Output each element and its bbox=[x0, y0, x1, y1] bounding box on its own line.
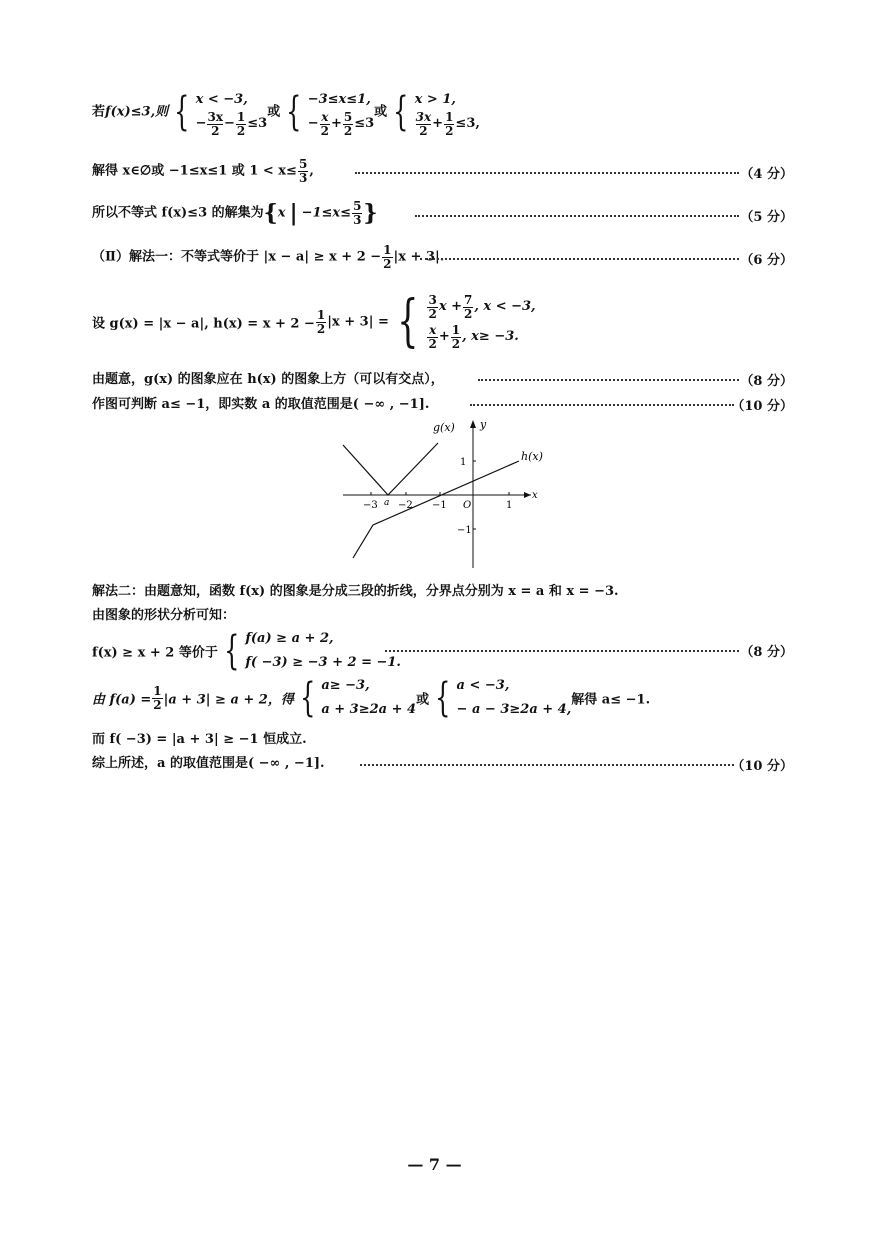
conclusion-line: 作图可判断 a≤ −1，即实数 a 的取值范围是( −∞ , −1]. bbox=[92, 397, 430, 412]
origin-label: O bbox=[463, 500, 472, 511]
y-axis-arrow bbox=[470, 420, 476, 428]
h-label: h(x) bbox=[521, 450, 543, 463]
tick-p1: 1 bbox=[506, 500, 513, 511]
function-graph bbox=[341, 418, 551, 570]
solution-line: 解得 x∈∅或 −1≤x≤1 或 1 < x≤ $\frac{5}{3}$ , bbox=[92, 157, 314, 185]
case-analysis-line: 若f(x)≤3,则 { x < −3, − $\frac{3x}{2}$ − $\frac{1}{2}$ ≤3 或 { −3≤x≤1, − $\frac{x}{2}$ + $\frac{5}{2}$ ≤3 或 { x > 1, $\frac{3x}{2}$ + $\frac{1}{2}$ ≤3, bbox=[92, 89, 480, 138]
dot-leader bbox=[415, 215, 739, 217]
shape-analysis-line: 由图象的形状分析可知： bbox=[92, 608, 236, 623]
text-condition: f(x)≤3,则 bbox=[105, 104, 169, 120]
define-functions-line: 设 g(x) = |x − a|, h(x) = x + 2 − $\frac{1}{2}$ |x + 3| = { $\frac{3}{2}$ x + $\frac{7}{2}$ , x < −3, $\frac{x}{2}$ + $\frac{1}{2}$ , x≥ −3. bbox=[92, 289, 536, 354]
dot-leader bbox=[478, 379, 739, 381]
score-10b: （10 分） bbox=[731, 759, 793, 774]
always-holds-line: 而 f( −3) = |a + 3| ≥ −1 恒成立. bbox=[92, 732, 307, 747]
tick-m3: −3 bbox=[363, 500, 378, 511]
case-2: −3≤x≤1, − $\frac{x}{2}$ + $\frac{5}{2}$ ≤3 bbox=[307, 91, 375, 138]
score-6: （6 分） bbox=[740, 253, 793, 268]
condition-line: 由题意，g(x) 的图象应在 h(x) 的图象上方（可以有交点）， bbox=[92, 372, 444, 387]
final-conclusion-line: 综上所述，a 的取值范围是( −∞ , −1]. bbox=[92, 756, 325, 771]
tick-a: a bbox=[384, 498, 390, 508]
dot-leader bbox=[385, 650, 739, 652]
g-curve bbox=[343, 443, 438, 495]
method-two-line: 解法二：由题意知，函数 f(x) 的图象是分成三段的折线，分界点分别为 x = a 和 x = −3. bbox=[92, 584, 619, 599]
score-8b: （8 分） bbox=[740, 645, 793, 660]
x-axis-arrow bbox=[524, 492, 531, 498]
page-number: — 7 — bbox=[407, 1155, 462, 1174]
dot-leader bbox=[420, 258, 739, 260]
method-one-line: （Ⅱ）解法一：不等式等价于 |x − a| ≥ x + 2 − $\frac{1}{2}$ |x + 3|. bbox=[92, 243, 445, 271]
tick-m1: −1 bbox=[432, 500, 447, 511]
tick-y1: 1 bbox=[460, 457, 467, 468]
solution-set-line: 所以不等式 f(x)≤3 的解集为{x | −1≤x≤ $\frac{5}{3}$ } bbox=[92, 199, 378, 227]
score-8: （8 分） bbox=[740, 374, 793, 389]
equivalence-line: f(x) ≥ x + 2 等价于 { f(a) ≥ a + 2, f( −3) ≥ −3 + 2 = −1. bbox=[92, 628, 401, 674]
tick-m2: −2 bbox=[398, 500, 413, 511]
case-1: x < −3, − $\frac{3x}{2}$ − $\frac{1}{2}$ ≤3 bbox=[195, 91, 268, 138]
dot-leader bbox=[470, 404, 734, 406]
dot-leader bbox=[360, 764, 734, 766]
text-lead: 若 bbox=[92, 104, 106, 120]
derivation-line: 由 f(a) = $\frac{1}{2}$ |a + 3| ≥ a + 2，得 { a≥ −3, a + 3≥2a + 4 或 { a < −3, − a − 3≥2a + 4, 解得 a≤ −1. bbox=[92, 675, 651, 721]
score-4: （4 分） bbox=[740, 167, 793, 182]
brace: { bbox=[174, 89, 190, 135]
score-10: （10 分） bbox=[731, 399, 793, 414]
score-5: （5 分） bbox=[740, 210, 793, 225]
dot-leader bbox=[355, 172, 739, 174]
tick-ym1: −1 bbox=[457, 525, 472, 536]
case-3: x > 1, $\frac{3x}{2}$ + $\frac{1}{2}$ ≤3, bbox=[414, 91, 480, 138]
x-label: x bbox=[532, 490, 538, 501]
y-label: y bbox=[480, 418, 487, 431]
g-label: g(x) bbox=[433, 421, 455, 434]
